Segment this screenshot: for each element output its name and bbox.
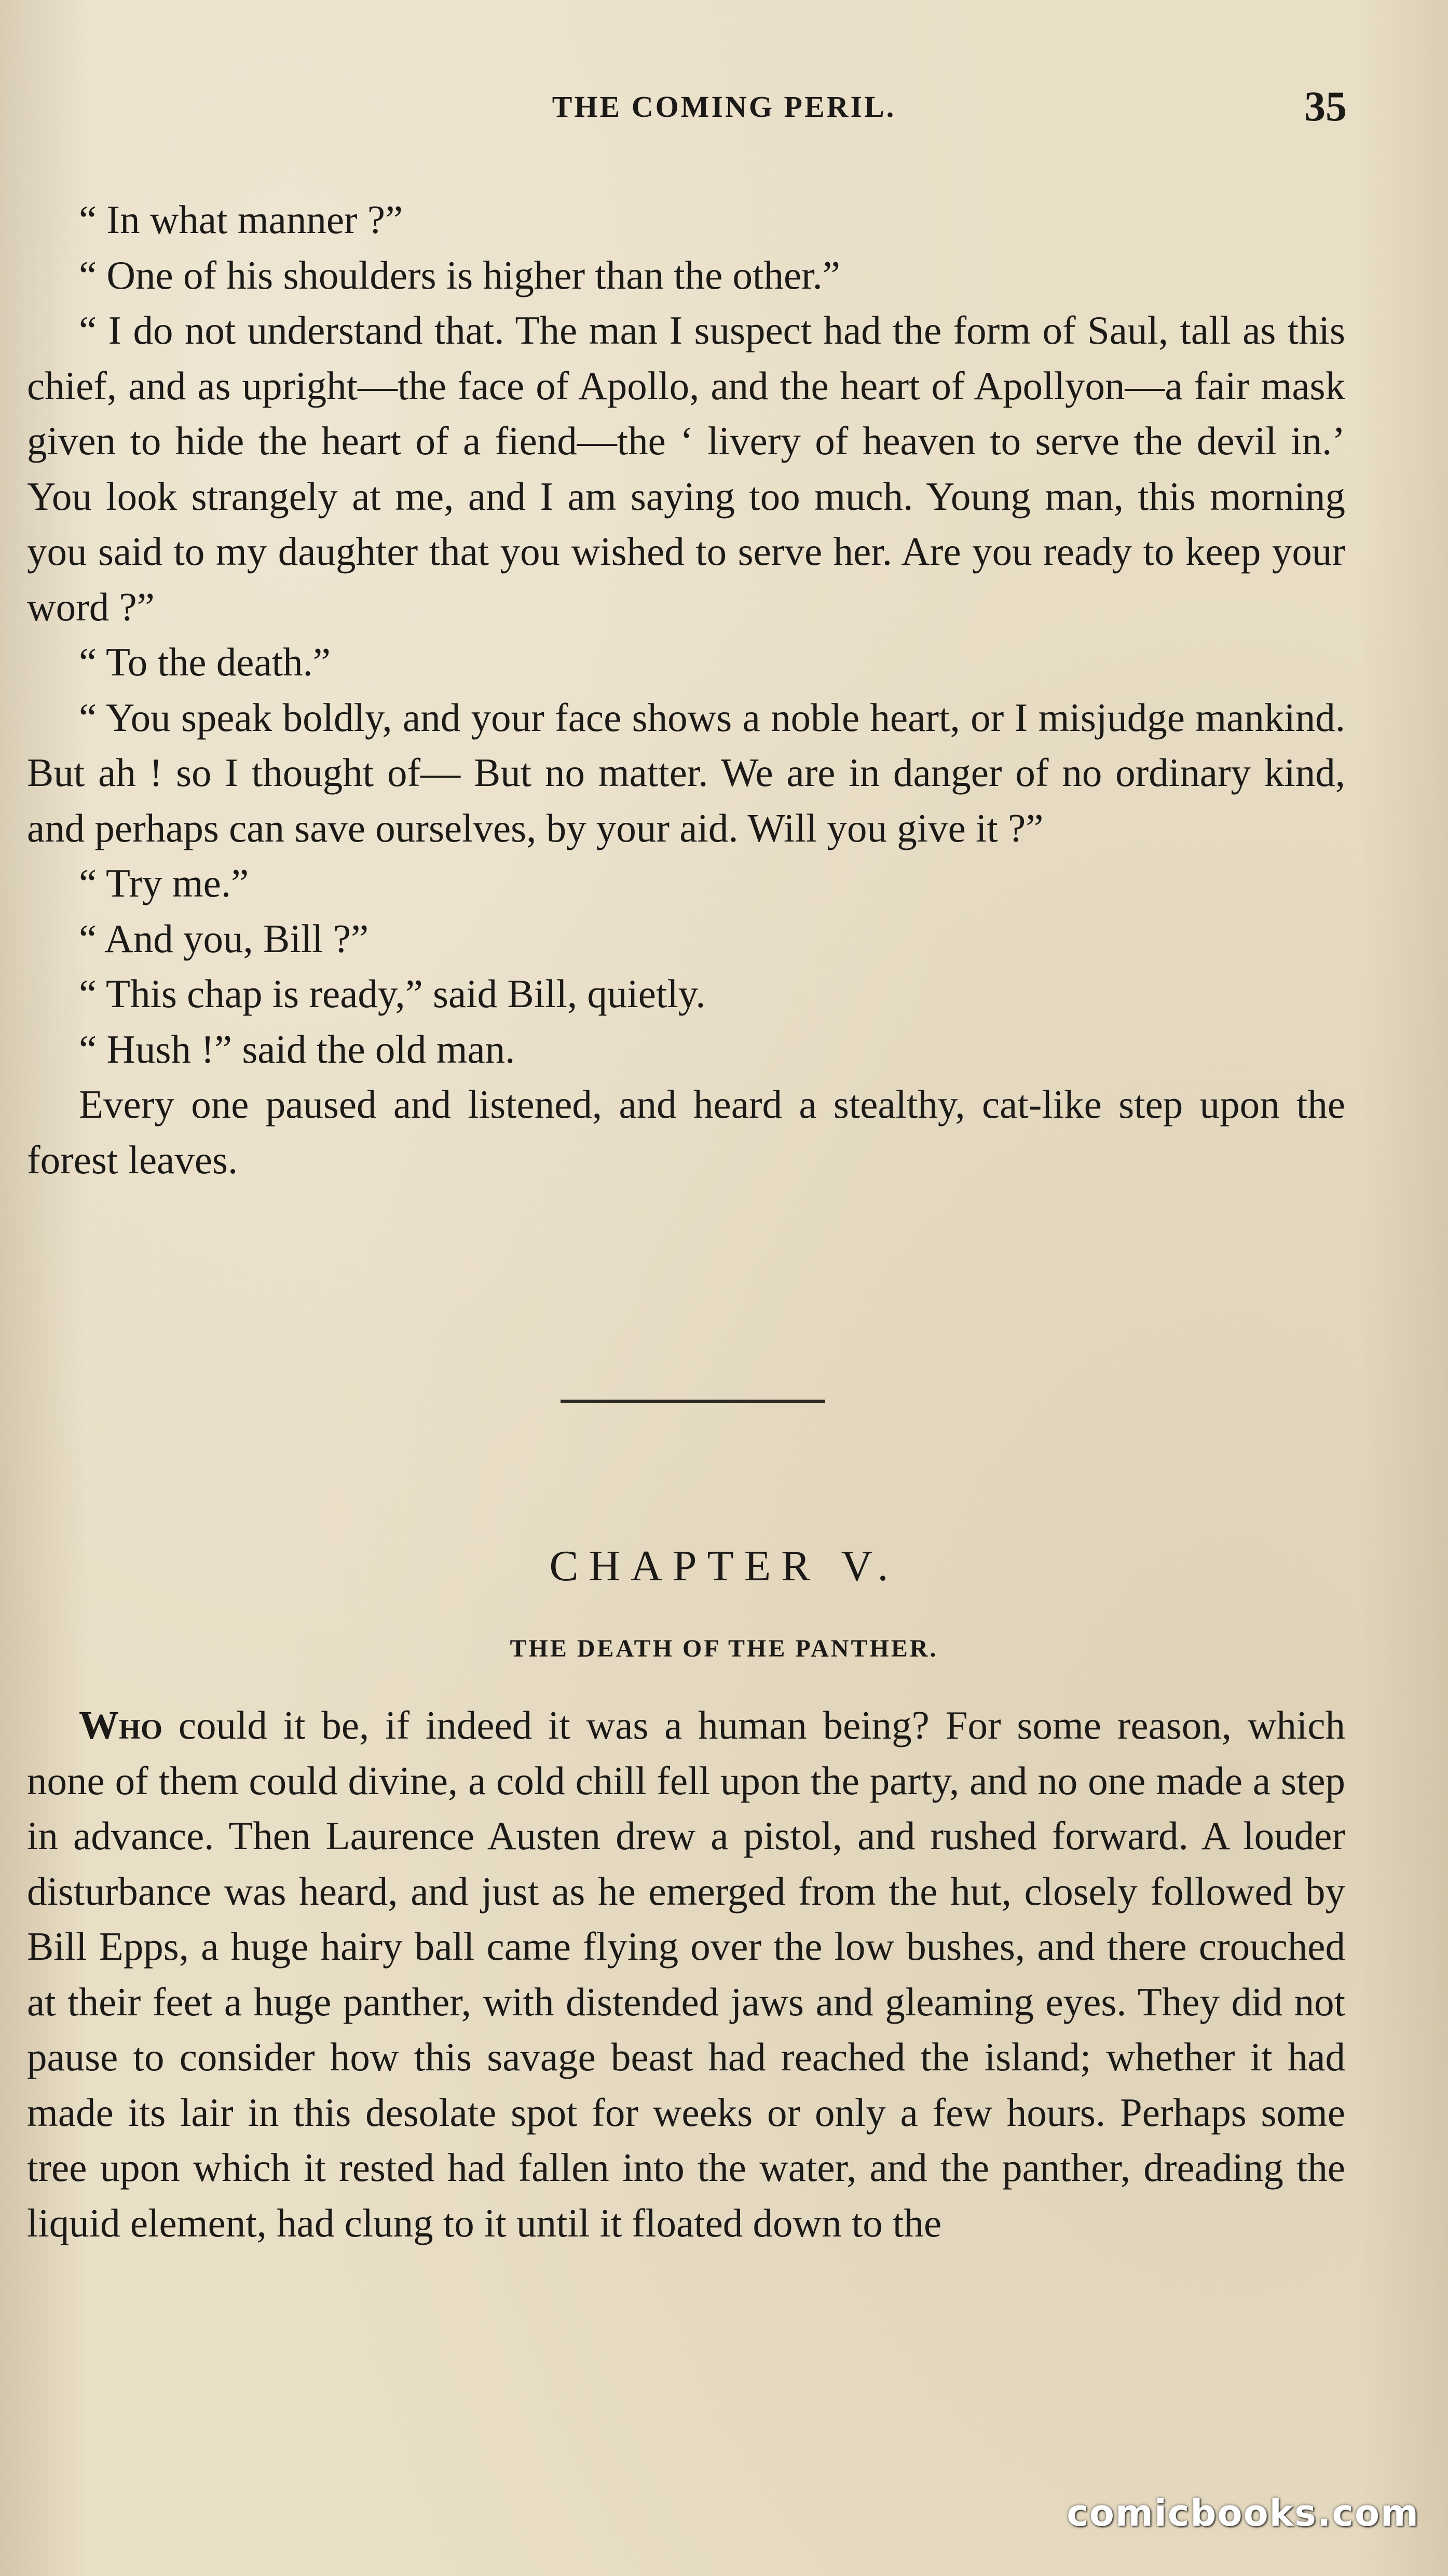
watermark: comicbooks.com: [1067, 2492, 1419, 2534]
section-divider: [561, 1400, 825, 1403]
chapter-lead-word: Who: [79, 1703, 163, 1747]
running-head: THE COMING PERIL.: [552, 90, 896, 124]
paragraph: “ And you, Bill ?”: [79, 916, 369, 961]
paragraph: “ Try me.”: [79, 861, 249, 905]
paragraph: “ To the death.”: [79, 640, 331, 684]
paragraph: “ I do not understand that. The man I suspect had the form of Saul, tall as this chief, and as upright—the face of Apollo, and the heart of Apollyon—a fair mask given to hide the heart of a fiend—the ‘ livery of heaven to serve the devil in.’ You look strangely at me, and I am saying too much. Young man, this morning you said to my daughter that you wished to serve her. Are you ready to keep your word ?”: [27, 308, 1345, 629]
chapter-paragraph-text: could it be, if indeed it was a human being? For some reason, which none of them could divine, a cold chill fell upon the party, and no one made a step in advance. Then Laurence Austen drew a pistol, and rushed forward. A louder disturbance was heard, and just as he emerged from the hut, closely followed by Bill Epps, a huge hairy ball came flying over the low bushes, and there crouched at their feet a huge panther, with distended jaws and gleaming eyes. They did not pause to consider how this savage beast had reached the island; whether it had made its lair in this desolate spot for weeks or only a few hours. Perhaps some tree upon which it rested had fallen into the water, and the panther, dreading the liquid element, had clung to it until it floated down to the: [27, 1703, 1345, 2245]
chapter-paragraph: [27, 1698, 1345, 2250]
chapter-title: CHAPTER V.: [549, 1542, 899, 1590]
paragraph: “ In what manner ?”: [79, 197, 403, 242]
paragraph: “ This chap is ready,” said Bill, quietly.: [79, 971, 706, 1016]
paragraph: “ Hush !” said the old man.: [79, 1026, 515, 1072]
paragraph: “ One of his shoulders is higher than the other.”: [79, 252, 840, 297]
paragraph: “ You speak boldly, and your face shows a noble heart, or I misjudge mankind. But ah ! so I thought of— But no matter. We are in danger of no ordinary kind, and perhaps can save ourselves, by your aid. Will you give it ?”: [27, 695, 1345, 850]
chapter-subtitle: THE DEATH OF THE PANTHER.: [510, 1635, 938, 1662]
page-header: [31, 83, 1417, 146]
paragraph: Every one paused and listened, and heard a stealthy, cat-like step upon the forest leaves.: [27, 1082, 1345, 1182]
page-number: 35: [1304, 83, 1347, 130]
chapter-body: [27, 1698, 1345, 2250]
body-text: [27, 192, 1345, 1187]
